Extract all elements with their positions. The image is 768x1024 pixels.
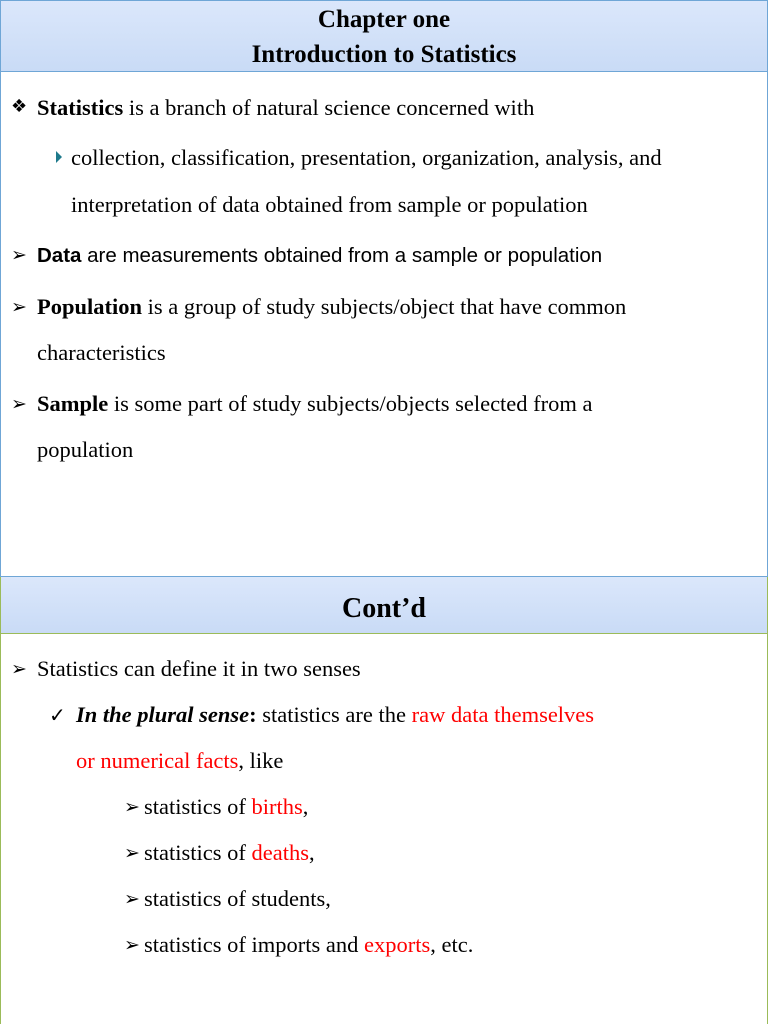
slide-title xyxy=(1,577,767,634)
arrow-bullet-icon: ➢ xyxy=(124,796,140,818)
checkmark-icon: ✓ xyxy=(49,703,66,727)
example-births xyxy=(144,793,308,821)
sample-definition-cont: population xyxy=(37,437,134,462)
data-definition xyxy=(37,242,602,270)
arrow-bullet-icon: ➢ xyxy=(124,934,140,956)
term-population: Population xyxy=(37,294,143,319)
example-births-end: , xyxy=(302,794,309,819)
data-def-text: are measurements obtained from a sample or population xyxy=(81,244,603,267)
arrow-bullet-icon: ➢ xyxy=(124,888,140,910)
title-contd: Cont’d xyxy=(341,593,426,624)
plural-red-text-2: or numerical facts xyxy=(76,748,239,773)
arrow-bullet-icon: ➢ xyxy=(11,393,27,415)
example-deaths-end: , xyxy=(308,840,315,865)
triangle-bullet-icon xyxy=(56,151,62,163)
example-deaths-red: deaths xyxy=(251,840,309,865)
sample-def-text: is some part of study subjects/objects selected from a xyxy=(108,391,593,416)
slide-contd xyxy=(0,577,768,1024)
example-exports-red: exports xyxy=(363,932,431,957)
plural-sense-line-2 xyxy=(76,747,283,775)
title-line-2: Introduction to Statistics xyxy=(251,41,517,68)
arrow-bullet-icon: ➢ xyxy=(11,244,27,266)
arrow-bullet-icon: ➢ xyxy=(11,658,27,680)
example-births-red: births xyxy=(251,794,303,819)
plural-like: , like xyxy=(238,748,284,773)
example-prefix: statistics of xyxy=(144,840,252,865)
term-plural-sense: In the plural sense xyxy=(76,702,250,727)
statistics-definition xyxy=(37,94,534,122)
example-imports-prefix: statistics of imports and xyxy=(144,932,364,957)
population-definition-cont: characteristics xyxy=(37,340,166,365)
example-exports-end: , etc. xyxy=(430,932,474,957)
term-data: Data xyxy=(37,244,82,267)
population-def-text: is a group of study subjects/object that have common xyxy=(142,294,627,319)
plural-text: statistics are the xyxy=(256,702,412,727)
sample-definition xyxy=(37,390,593,418)
arrow-bullet-icon: ➢ xyxy=(124,842,140,864)
arrow-bullet-icon: ➢ xyxy=(11,296,27,318)
title-line-1: Chapter one xyxy=(317,6,451,33)
example-deaths xyxy=(144,839,315,867)
plural-colon: : xyxy=(249,702,257,727)
term-statistics: Statistics xyxy=(37,95,124,120)
example-students: statistics of students, xyxy=(144,886,331,911)
statistics-def-text: is a branch of natural science concerned with xyxy=(123,95,535,120)
slide-title xyxy=(1,1,767,72)
population-definition xyxy=(37,293,626,321)
diamond-bullet-icon: ❖ xyxy=(11,96,28,117)
statistics-sub-line-2: interpretation of data obtained from sample or population xyxy=(71,192,588,217)
example-imports-exports xyxy=(144,931,473,959)
plural-sense-line-1 xyxy=(76,701,594,729)
example-prefix: statistics of xyxy=(144,794,252,819)
term-sample: Sample xyxy=(37,391,109,416)
plural-red-text-1: raw data themselves xyxy=(411,702,595,727)
two-senses-intro: Statistics can define it in two senses xyxy=(37,656,361,681)
statistics-sub-line-1: collection, classification, presentation, organization, analysis, and xyxy=(71,145,662,170)
